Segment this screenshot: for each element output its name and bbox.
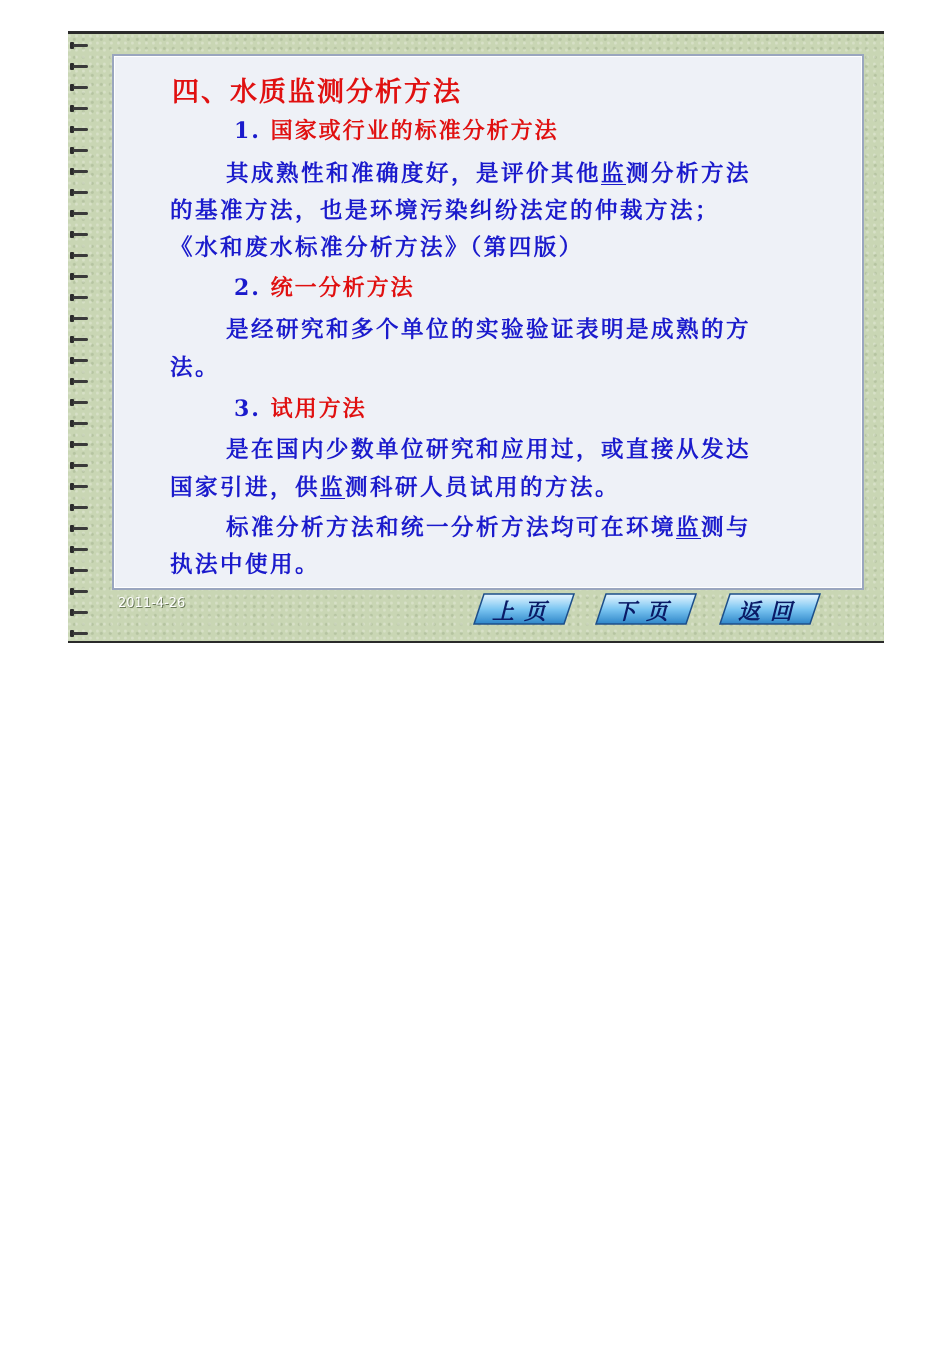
binding-ring — [70, 252, 90, 259]
text-run: 测分析方法 — [626, 161, 752, 187]
section-number: 1. — [234, 118, 261, 144]
prev-page-button[interactable] — [472, 592, 576, 626]
next-page-button[interactable] — [594, 592, 698, 626]
binding-ring — [70, 336, 90, 343]
section-number: 3. — [234, 396, 261, 422]
back-label: 返回 — [737, 599, 802, 625]
ring-arm — [73, 443, 88, 446]
paragraph-line — [226, 156, 751, 188]
ring-arm — [73, 254, 88, 257]
text-run: 其成熟性和准确度好，是评价其他 — [226, 161, 602, 187]
paragraph-line: 执法中使用。 — [170, 552, 321, 578]
binding-ring — [70, 168, 90, 175]
ring-arm — [73, 191, 88, 194]
paragraph-line: 是经研究和多个单位的实验验证表明是成熟的方 — [226, 317, 752, 343]
ring-arm — [73, 107, 88, 110]
next-page-label: 下页 — [613, 599, 678, 625]
binding-ring — [70, 63, 90, 70]
binding-ring — [70, 357, 90, 364]
binding-ring — [70, 609, 90, 616]
binding-ring — [70, 441, 90, 448]
paragraph-line — [226, 510, 751, 542]
ring-arm — [73, 44, 88, 47]
ring-arm — [73, 296, 88, 299]
binding-ring — [70, 42, 90, 49]
ring-arm — [73, 212, 88, 215]
ring-arm — [73, 590, 88, 593]
text-run: 测科研人员试用的方法。 — [345, 475, 621, 501]
binding-ring — [70, 420, 90, 427]
ring-arm — [73, 338, 88, 341]
binding-ring — [70, 462, 90, 469]
binding-ring — [70, 630, 90, 637]
ring-arm — [73, 548, 88, 551]
ring-arm — [73, 506, 88, 509]
binding-ring — [70, 231, 90, 238]
binding-ring — [70, 273, 90, 280]
binding-ring — [70, 399, 90, 406]
underlined-text: 监 — [601, 161, 627, 187]
paragraph-line: 是在国内少数单位研究和应用过，或直接从发达 — [226, 437, 752, 463]
binding-ring — [70, 84, 90, 91]
ring-arm — [73, 485, 88, 488]
slide — [68, 31, 884, 643]
section-title: 统一分析方法 — [270, 275, 415, 301]
ring-arm — [73, 149, 88, 152]
ring-arm — [73, 569, 88, 572]
ring-arm — [73, 128, 88, 131]
binding-ring — [70, 378, 90, 385]
binding-ring — [70, 210, 90, 217]
binding-ring — [70, 315, 90, 322]
ring-arm — [73, 380, 88, 383]
binding-ring — [70, 105, 90, 112]
binding-ring — [70, 504, 90, 511]
binding-ring — [70, 483, 90, 490]
section-heading-1 — [234, 114, 559, 145]
text-run: 测与 — [701, 515, 752, 541]
slide-date: 2011-4-26 — [118, 596, 186, 611]
content-panel — [112, 54, 864, 590]
binding-ring — [70, 126, 90, 133]
underlined-text: 监 — [320, 475, 346, 501]
binding-ring — [70, 588, 90, 595]
ring-arm — [73, 527, 88, 530]
ring-arm — [73, 317, 88, 320]
binding-ring — [70, 525, 90, 532]
text-run: 标准分析方法和统一分析方法均可在环境 — [226, 515, 677, 541]
section-title: 国家或行业的标准分析方法 — [270, 118, 559, 144]
binding-ring — [70, 147, 90, 154]
paragraph-line: 《水和废水标准分析方法》（第四版） — [170, 235, 584, 261]
ring-arm — [73, 86, 88, 89]
ring-arm — [73, 401, 88, 404]
paragraph-line: 法。 — [170, 355, 221, 381]
binding-ring — [70, 189, 90, 196]
ring-arm — [73, 611, 88, 614]
ring-arm — [73, 422, 88, 425]
prev-page-label: 上页 — [491, 599, 556, 625]
ring-arm — [73, 170, 88, 173]
ring-arm — [73, 65, 88, 68]
section-number: 2. — [234, 275, 261, 301]
ring-arm — [73, 275, 88, 278]
binding-ring — [70, 294, 90, 301]
ring-arm — [73, 359, 88, 362]
text-run: 国家引进，供 — [170, 475, 321, 501]
binding-ring — [70, 546, 90, 553]
back-button[interactable] — [718, 592, 822, 626]
spiral-binding — [68, 34, 94, 641]
section-title: 试用方法 — [270, 396, 367, 422]
underlined-text: 监 — [676, 515, 702, 541]
slide-title: 四、水质监测分析方法 — [172, 77, 462, 108]
ring-arm — [73, 233, 88, 236]
section-heading-3 — [234, 392, 367, 423]
ring-arm — [73, 464, 88, 467]
paragraph-line — [170, 470, 620, 502]
binding-ring — [70, 567, 90, 574]
paragraph-line: 的基准方法，也是环境污染纠纷法定的仲裁方法； — [170, 198, 721, 224]
section-heading-2 — [234, 271, 415, 302]
ring-arm — [73, 632, 88, 635]
